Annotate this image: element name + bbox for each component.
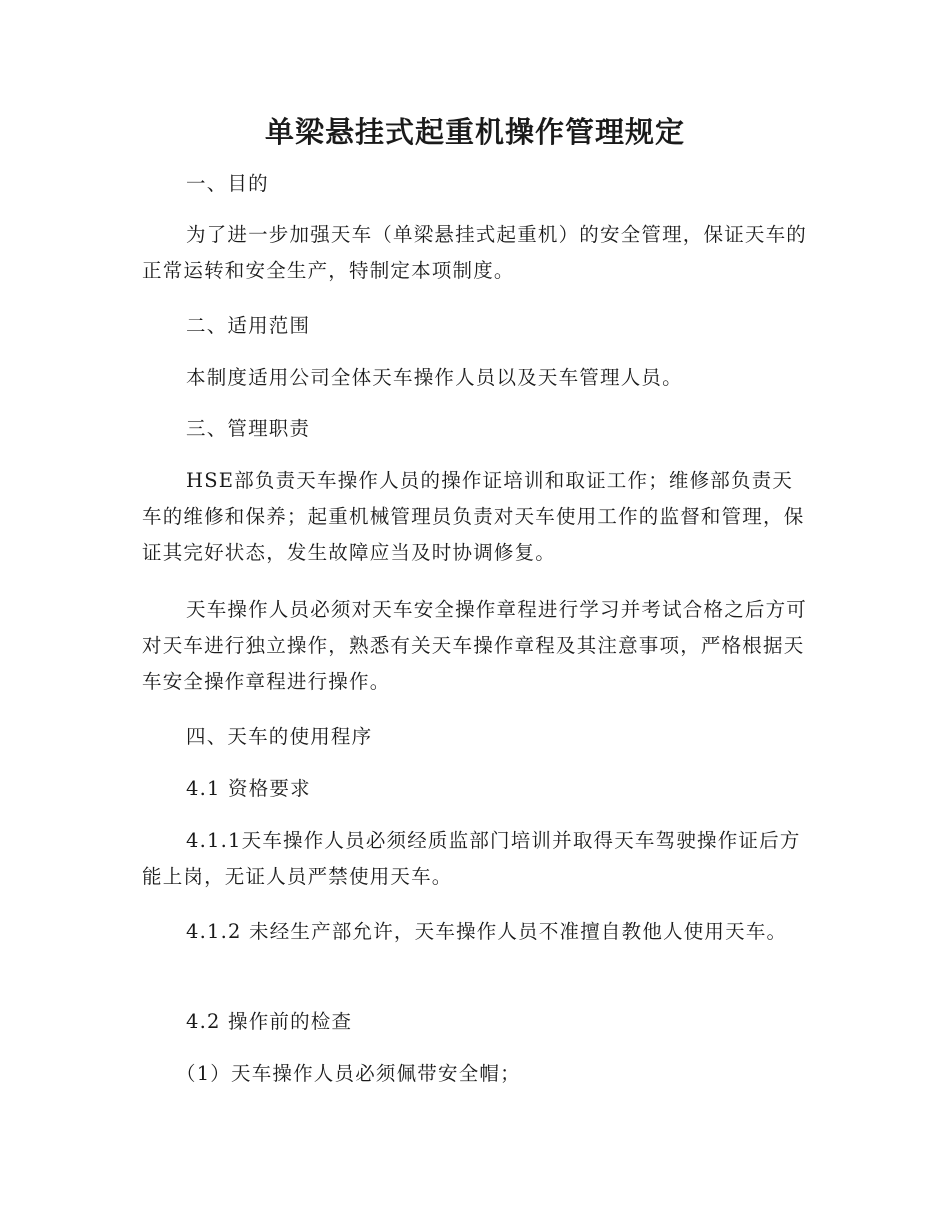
- section-heading-duty: 三、管理职责: [186, 417, 311, 440]
- paragraph-duty-2: 天车操作人员必须对天车安全操作章程进行学习并考试合格之后方可对天车进行独立操作，熟悉有关天车操作章程及其注意事项，严格根据天车安全操作章程进行操作。: [142, 598, 808, 693]
- list-item-precheck-1: （1）天车操作人员必须佩带安全帽；: [176, 1062, 521, 1085]
- paragraph-qualification-2: 4.1.2 未经生产部允许，天车操作人员不准擅自教他人使用天车。: [186, 920, 788, 943]
- section-heading-procedure: 四、天车的使用程序: [186, 725, 373, 748]
- section-heading-purpose: 一、目的: [186, 172, 269, 195]
- document-title: 单梁悬挂式起重机操作管理规定: [264, 115, 685, 149]
- paragraph-qualification-1: 4.1.1天车操作人员必须经质监部门培训并取得天车驾驶操作证后方能上岗，无证人员严禁使用天车。: [142, 829, 801, 888]
- paragraph-scope: 本制度适用公司全体天车操作人员以及天车管理人员。: [186, 366, 683, 389]
- paragraph-duty-1: HSE部负责天车操作人员的操作证培训和取证工作；维修部负责天车的维修和保养；起重机械管理员负责对天车使用工作的监督和管理，保证其完好状态，发生故障应当及时协调修复。: [142, 469, 805, 564]
- paragraph-purpose: 为了进一步加强天车（单梁悬挂式起重机）的安全管理，保证天车的正常运转和安全生产，特制定本项制度。: [142, 223, 808, 282]
- section-heading-scope: 二、适用范围: [186, 314, 311, 337]
- subsection-heading-qualification: 4.1 资格要求: [186, 777, 311, 800]
- subsection-heading-precheck: 4.2 操作前的检查: [186, 1010, 353, 1033]
